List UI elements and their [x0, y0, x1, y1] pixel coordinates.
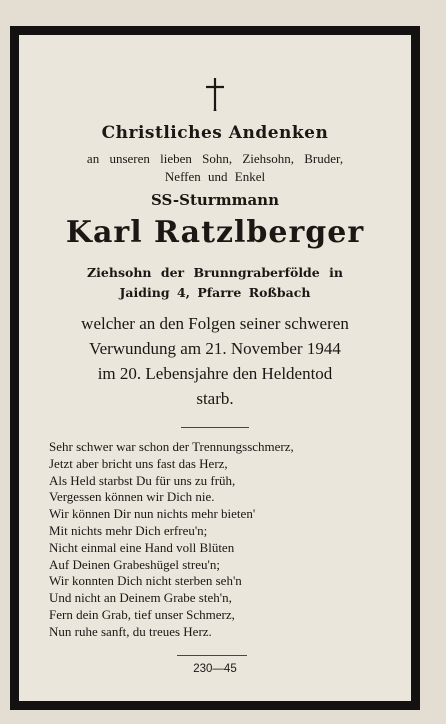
poem-line: Wir konnten Dich nicht sterben seh'n	[49, 573, 242, 589]
poem-line: Und nicht an Deinem Grabe steh'n,	[49, 590, 232, 606]
dedication-line-1: an unseren lieben Sohn, Ziehsohn, Bruder,	[86, 151, 344, 166]
divider-line	[177, 655, 247, 656]
poem-line: Nicht einmal eine Hand voll Blüten	[49, 539, 235, 555]
body-line: welcher an den Folgen seiner schweren	[81, 314, 349, 333]
divider-line	[181, 427, 249, 428]
death-notice-text	[43, 311, 387, 411]
poem-line: Auf Deinen Grabeshügel streu'n;	[49, 556, 220, 572]
card-heading: Christliches Andenken	[101, 123, 329, 143]
print-number: 230—45	[193, 663, 237, 675]
poem-line: Nun ruhe sanft, du treues Herz.	[49, 623, 212, 639]
body-line: starb.	[196, 389, 234, 408]
black-border-frame	[10, 26, 420, 710]
poem-line: Wir können Dir nun nichts mehr bieten'	[49, 506, 256, 522]
dedication-line-2: Neffen und Enkel	[164, 169, 266, 184]
poem-line: Als Held starbst Du für uns zu früh,	[49, 472, 236, 488]
place-line-2: Jaiding 4, Pfarre Roßbach	[119, 285, 311, 300]
card-content	[19, 35, 411, 701]
place-line-1: Ziehsohn der Brunngraberfölde in	[87, 265, 343, 280]
body-line: im 20. Lebensjahre den Heldentod	[97, 364, 333, 383]
poem-line: Sehr schwer war schon der Trennungsschmerz,	[49, 439, 294, 454]
poem-line: Mit nichts mehr Dich erfreu'n;	[49, 522, 208, 538]
poem-line: Jetzt aber bricht uns fast das Herz,	[49, 455, 228, 471]
deceased-name: Karl Ratzlberger	[65, 215, 365, 250]
cross-icon	[19, 77, 411, 113]
memorial-poem	[49, 439, 401, 641]
military-rank: SS-Sturmmann	[151, 191, 279, 209]
poem-line: Fern dein Grab, tief unser Schmerz,	[49, 606, 235, 622]
body-line: Verwundung am 21. November 1944	[89, 339, 341, 358]
poem-line: Vergessen können wir Dich nie.	[49, 489, 215, 505]
